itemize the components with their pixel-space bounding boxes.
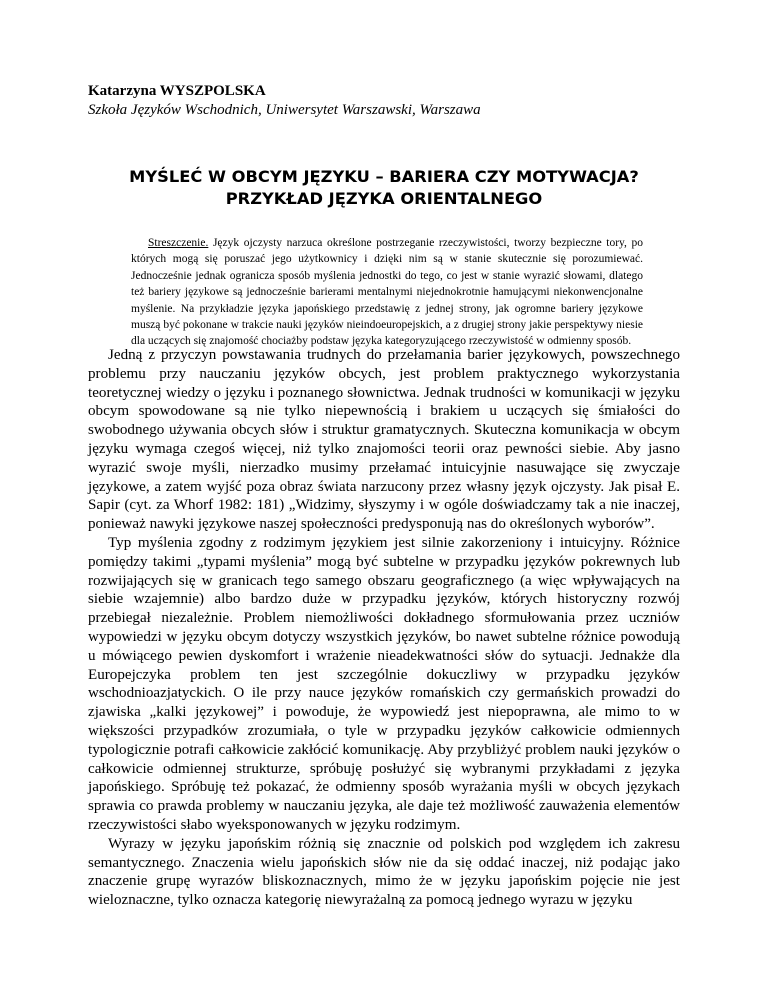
body-paragraph-3: Wyrazy w języku japońskim różnią się znacznie od polskich pod względem ich zakresu semantycznego. Znaczenia wielu japońskich słów nie da się oddać inaczej, niż podając jako znaczenie grupę wyrazów bliskoznacznych, mimo że w języku japońskim pojęcie nie jest wieloznaczne, tylko oznacza kategorię niewyrażalną za pomocą jednego wyrazu w języku [88, 835, 680, 909]
author-name: Katarzyna WYSZPOLSKA [88, 83, 266, 99]
body-text [88, 346, 680, 910]
paper-title [88, 166, 680, 210]
author-affiliation: Szkoła Języków Wschodnich, Uniwersytet Warszawski, Warszawa [88, 102, 481, 118]
abstract-label: Streszczenie. [148, 237, 209, 249]
abstract-text: Język ojczysty narzuca określone postrzeganie rzeczywistości, tworzy bezpieczne tory, po których mogą się poruszać jego użytkownicy i dzięki nim są w stanie skutecznie się porozumiewać. Jednocześnie jednak ogranicza sposób myślenia jednostki do tego, co jest w stanie wyrazić słowami, dlatego też bariery językowe są jednocześnie barierami mentalnymi niejednokrotnie hamującymi niekonwencjonalne myślenie. Na przykładzie języka japońskiego przedstawię z jednej strony, jak ogromne bariery językowe muszą być pokonane w trakcie nauki języków nieindoeuropejskich, a z drugiej strony jakie perspektywy niesie dla uczących się znajomość chociażby podstaw języka kategoryzującego rzeczywistość w odmienny sposób. [131, 237, 643, 348]
body-paragraph-2: Typ myślenia zgodny z rodzimym językiem jest silnie zakorzeniony i intuicyjny. Różnice pomiędzy takimi „typami myślenia” mogą być subtelne w przypadku języków pokrewnych lub rozwijających się w granicach tego samego obszaru geograficznego (a więc wpływających na siebie wzajemnie) albo bardzo duże w przypadku języków, których historyczny rozwój przebiegał niezależnie. Problem niemożliwości dokładnego sformułowania przez uczniów wypowiedzi w języku obcym dotyczy wszystkich języków, bo nawet subtelne różnice powodują u mówiącego pewien dyskomfort i wrażenie nieadekwatności słów do sytuacji. Jednakże dla Europejczyka problem ten jest szczególnie dokuczliwy w przypadku języków wschodnioazjatyckich. O ile przy nauce języków romańskich czy germańskich prowadzi do zjawiska „kalki językowej” i powoduje, że wypowiedź jest niepoprawna, ale mimo to w większości przypadków zrozumiała, o tyle w przypadku języków całkowicie odmiennych typologicznie potrafi całkowicie zakłócić komunikację. Aby przybliżyć problem nauki języków o całkowicie odmiennej strukturze, spróbuję posłużyć się wybranymi przykładami z języka japońskiego. Spróbuję też pokazać, że odmienny sposób wyrażania myśli w obcych językach sprawia co prawda problemy w nauczaniu języka, ale daje też możliwość zauważenia elementów rzeczywistości słabo wyeksponowanych w języku rodzimym. [88, 534, 680, 833]
body-paragraph-1: Jedną z przyczyn powstawania trudnych do przełamania barier językowych, powszechnego problemu przy nauczaniu języków obcych, jest problem praktycznego wykorzystania teoretycznej wiedzy o języku i poznanego słownictwa. Jednak trudności w komunikacji w języku obcym spowodowane są nie tylko niepewnością i brakiem u uczących się śmiałości do swobodnego używania obcych słów i struktur gramatycznych. Skuteczna komunikacja w obcym języku wymaga czegoś więcej, niż tylko znajomości teorii oraz pewności siebie. Aby jasno wyrazić swoje myśli, nierzadko musimy przełamać intuicyjnie nasuwające się zwyczaje językowe, a zatem wyjść poza obraz świata narzucony przez własny język ojczysty. Jak pisał E. Sapir (cyt. za Whorf 1982: 181) „Widzimy, słyszymy i w ogóle doświadczamy tak a nie inaczej, ponieważ nawyki językowe naszej społeczności predysponują nas do określonych wyborów”. [88, 347, 680, 533]
title-line-2: PRZYKŁAD JĘZYKA ORIENTALNEGO [225, 189, 543, 208]
title-line-1: MYŚLEĆ W OBCYM JĘZYKU – BARIERA CZY MOTYWACJA? [129, 167, 639, 186]
abstract [131, 235, 643, 350]
